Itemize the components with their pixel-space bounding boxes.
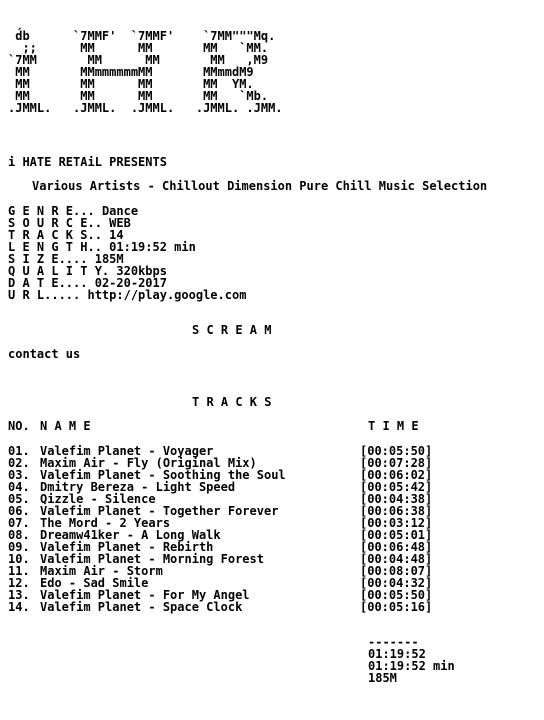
info-row-url [8,289,246,301]
summary-length: 01:19:52 min [368,659,455,673]
track-name: Edo - Sad Smile [40,576,149,590]
track-name: Maxim Air - Fly (Original Mix) [40,456,257,470]
info-value: 14 [109,228,124,242]
info-label: Q U A L I T Y. [8,264,110,278]
info-label: G E N R E... [8,204,95,218]
track-time: [00:05:42] [360,480,433,494]
presenter-line: i HATE RETAiL PRESENTS [8,155,167,169]
track-name: Valefim Planet - Together Forever [40,504,279,518]
col-time-header: T I M E [368,419,419,433]
track-time: [00:05:50] [360,588,433,602]
track-number: 09. [8,540,30,554]
track-name: Valefim Planet - Soothing the Soul [40,468,286,482]
track-number: 02. [8,456,30,470]
tracks-heading: T R A C K S [192,395,272,409]
track-name: Dmitry Bereza - Light Speed [40,480,236,494]
track-number: 04. [8,480,30,494]
track-name: Maxim Air - Storm [40,564,163,578]
info-label: S O U R C E.. [8,216,102,230]
track-time: [00:05:50] [360,444,433,458]
track-time: [00:03:12] [360,516,433,530]
track-time: [00:06:48] [360,540,433,554]
track-name: Valefim Planet - Voyager [40,444,214,458]
track-time: [00:06:02] [360,468,433,482]
contact-text: contact us [8,347,81,361]
info-value[interactable]: http://play.google.com [87,288,247,302]
track-number: 06. [8,504,30,518]
info-label: T R A C K S.. [8,228,102,242]
track-time: [00:07:28] [360,456,433,470]
track-name: The Mord - 2 Years [40,516,171,530]
col-name-header: N A M E [40,419,91,433]
info-label: S I Z E.... [8,252,88,266]
track-name: Valefim Planet - Space Clock [40,600,243,614]
track-number: 07. [8,516,30,530]
track-time: [00:08:07] [360,564,433,578]
col-no-header: NO. [8,419,30,433]
track-time: [00:04:48] [360,552,433,566]
summary-size: 185M [368,671,397,685]
info-value: 02-20-2017 [94,276,167,290]
scream-heading: S C R E A M [192,323,272,337]
summary-total: 01:19:52 [368,647,426,661]
info-value: 320kbps [116,264,167,278]
track-name: Valefim Planet - For My Angel [40,588,250,602]
ascii-logo: d́b `7MMF' `7MMF' `7MM"""Mq. ;; MM MM MM `MM. `7MM MM MM MM ,M9 MM MMmmmmmmMM MMmmdM9 MM MM MM MM YM. MM MM MM MM `Mb. .JMML. .JMML. .JMML. .JMML. .JMM. [8,29,283,115]
track-time: [00:06:38] [360,504,433,518]
track-name: Qizzle - Silence [40,492,156,506]
track-time: [00:04:38] [360,492,433,506]
track-number: 05. [8,492,30,506]
track-time: [00:05:16] [360,600,433,614]
track-number: 12. [8,576,30,590]
track-number: 01. [8,444,30,458]
track-number: 10. [8,552,30,566]
info-label: L E N G T H.. [8,240,102,254]
track-number: 08. [8,528,30,542]
track-number: 13. [8,588,30,602]
track-name: Valefim Planet - Rebirth [40,540,214,554]
info-label: U R L..... [8,288,81,302]
track-number: 11. [8,564,30,578]
info-value: 185M [94,252,124,266]
summary-rule: ------- [368,635,419,649]
track-time: [00:05:01] [360,528,433,542]
track-number: 03. [8,468,30,482]
info-value: WEB [109,216,131,230]
track-time: [00:04:32] [360,576,433,590]
info-label: D A T E.... [8,276,88,290]
release-title: Various Artists - Chillout Dimension Pure Chill Music Selection [32,179,488,193]
track-name: Dreamw41ker - A Long Walk [40,528,221,542]
info-value: Dance [101,204,139,218]
track-name: Valefim Planet - Morning Forest [40,552,264,566]
track-number: 14. [8,600,30,614]
info-value: 01:19:52 min [109,240,196,254]
